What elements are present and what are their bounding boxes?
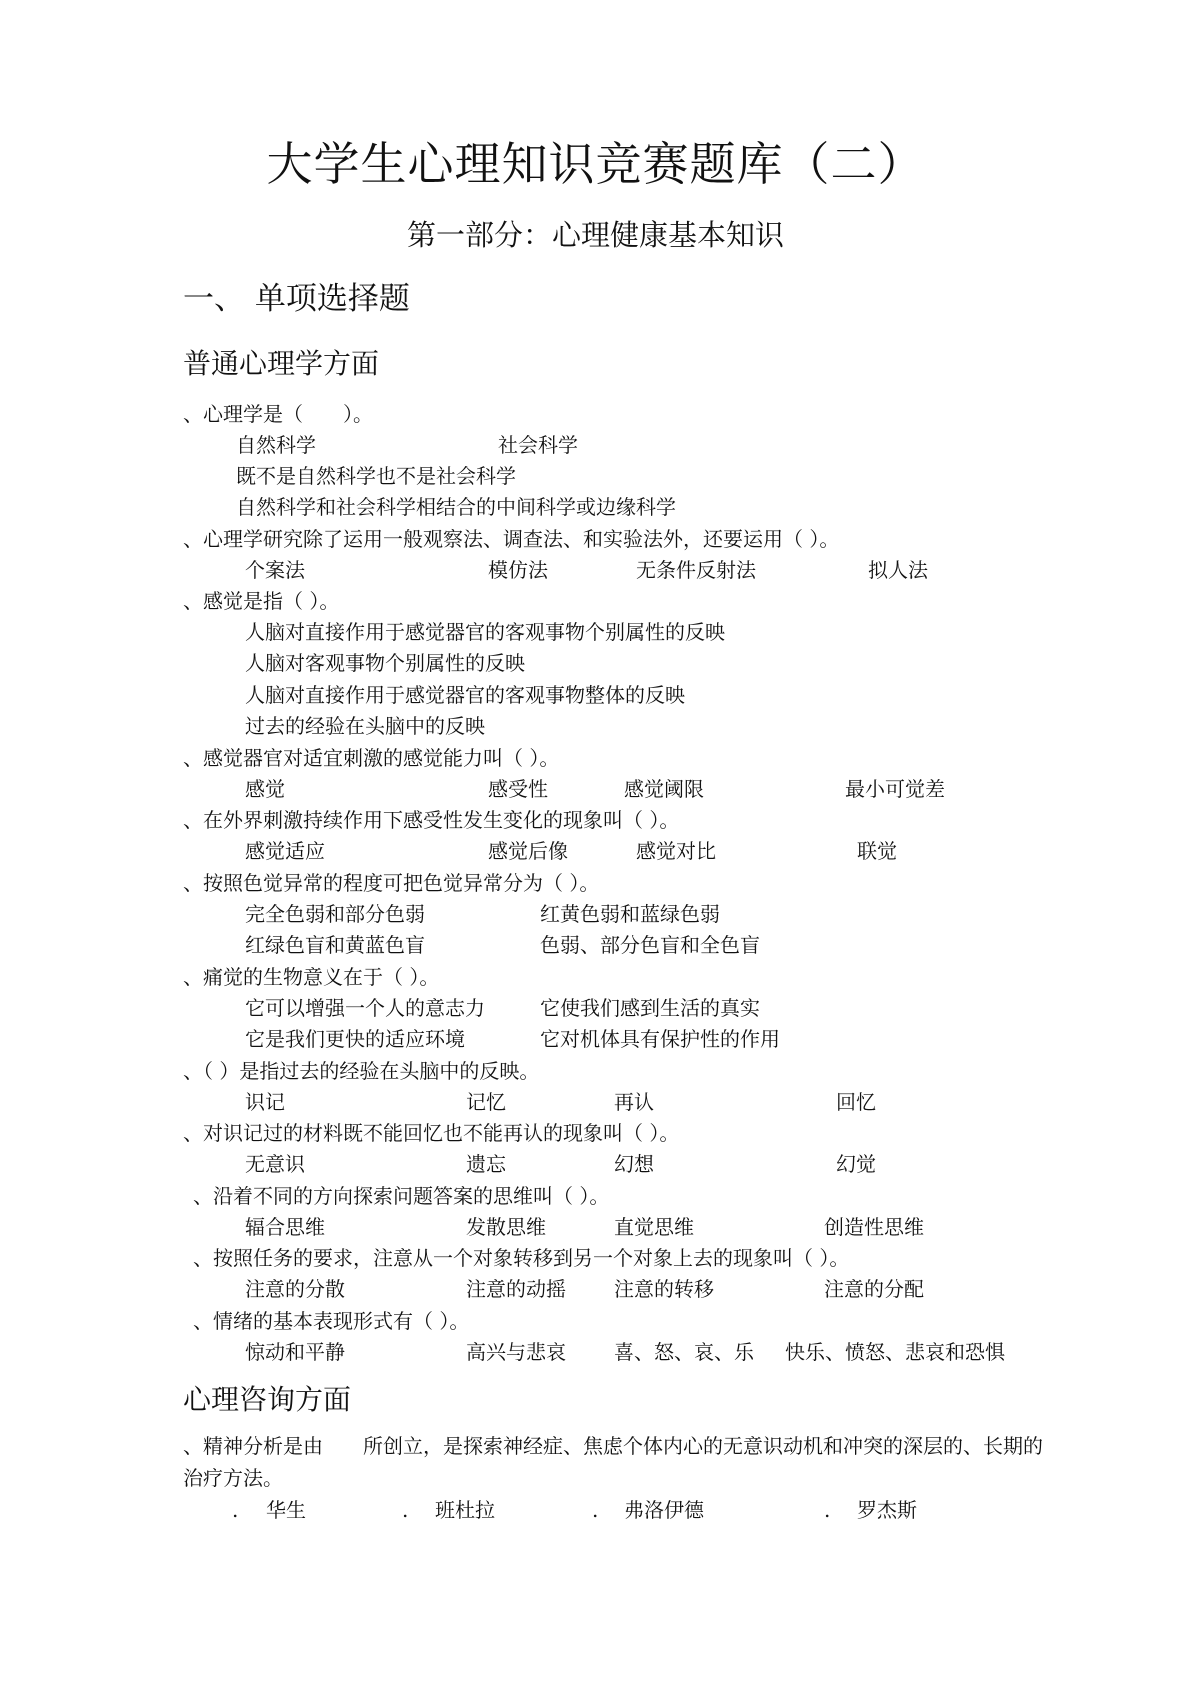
option: 联觉: [857, 839, 897, 863]
option: 注意的分散: [245, 1277, 345, 1301]
option: 快乐、愤怒、悲哀和恐惧: [785, 1340, 1005, 1364]
option: 惊动和平静: [245, 1340, 345, 1364]
question-stem: 、（ ）是指过去的经验在头脑中的反映。: [183, 1059, 540, 1083]
option: 自然科学和社会科学相结合的中间科学或边缘科学: [236, 495, 676, 519]
option: 自然科学: [236, 433, 316, 457]
subsection-heading-general: 普通心理学方面: [183, 347, 380, 380]
question-stem: 、心理学研究除了运用一般观察法、调查法、和实验法外，还要运用（ ）。: [183, 527, 840, 551]
subsection-heading-counseling: 心理咨询方面: [183, 1383, 352, 1416]
option: 完全色弱和部分色弱: [245, 902, 425, 926]
option: 幻觉: [836, 1152, 876, 1176]
option: 再认: [614, 1090, 654, 1114]
option: 感觉: [245, 777, 285, 801]
option: 识记: [245, 1090, 285, 1114]
question-stem: 、痛觉的生物意义在于（ ）。: [183, 965, 440, 989]
question-stem: 、沿着不同的方向探索问题答案的思维叫（ ）。: [193, 1184, 610, 1208]
option: 人脑对直接作用于感觉器官的客观事物整体的反映: [245, 683, 685, 707]
option: 人脑对客观事物个别属性的反映: [245, 651, 525, 675]
option: 直觉思维: [614, 1215, 694, 1239]
question-stem: 、在外界刺激持续作用下感受性发生变化的现象叫（ ）。: [183, 808, 680, 832]
option-marker: .: [232, 1498, 239, 1522]
option: 色弱、部分色盲和全色盲: [540, 933, 760, 957]
option: 记忆: [466, 1090, 506, 1114]
question-stem: 、感觉是指（ ）。: [183, 589, 340, 613]
option: 注意的动摇: [466, 1277, 566, 1301]
option: 感觉对比: [636, 839, 716, 863]
question-stem: 、感觉器官对适宜刺激的感觉能力叫（ ）。: [183, 746, 560, 770]
option: 喜、怒、哀、乐: [614, 1340, 754, 1364]
option: 回忆: [836, 1090, 876, 1114]
option: 创造性思维: [824, 1215, 924, 1239]
question-stem: 、心理学是（ ）。: [183, 402, 373, 426]
option: 模仿法: [488, 558, 548, 582]
option: 社会科学: [498, 433, 578, 457]
option: 无意识: [245, 1152, 305, 1176]
option: 它使我们感到生活的真实: [540, 996, 760, 1020]
option: 过去的经验在头脑中的反映: [245, 714, 485, 738]
option: 罗杰斯: [857, 1498, 917, 1522]
option: 拟人法: [868, 558, 928, 582]
option: 班杜拉: [435, 1498, 495, 1522]
option: 红绿色盲和黄蓝色盲: [245, 933, 425, 957]
option: 既不是自然科学也不是社会科学: [236, 464, 516, 488]
option: 感觉阈限: [624, 777, 704, 801]
option: 注意的转移: [614, 1277, 714, 1301]
option-marker: .: [402, 1498, 409, 1522]
option: 注意的分配: [824, 1277, 924, 1301]
question-stem: 、按照任务的要求，注意从一个对象转移到另一个对象上去的现象叫（ ）。: [193, 1246, 850, 1270]
option: 它是我们更快的适应环境: [245, 1027, 465, 1051]
option: 最小可觉差: [845, 777, 945, 801]
question-stem: 、精神分析是由 所创立，是探索神经症、焦虑个体内心的无意识动机和冲突的深层的、长期的治疗方法。: [183, 1434, 1043, 1490]
option: 个案法: [245, 558, 305, 582]
option: 感受性: [488, 777, 548, 801]
option: 它对机体具有保护性的作用: [540, 1027, 780, 1051]
option: 遗忘: [466, 1152, 506, 1176]
option: 辐合思维: [245, 1215, 325, 1239]
document-title: 大学生心理知识竞赛题库（二）: [266, 137, 925, 191]
question-stem: 、对识记过的材料既不能回忆也不能再认的现象叫（ ）。: [183, 1121, 680, 1145]
option: 发散思维: [466, 1215, 546, 1239]
option: 人脑对直接作用于感觉器官的客观事物个别属性的反映: [245, 620, 725, 644]
document-subtitle: 第一部分：心理健康基本知识: [406, 218, 784, 252]
option: 弗洛伊德: [624, 1498, 704, 1522]
option-marker: .: [824, 1498, 831, 1522]
option: 高兴与悲哀: [466, 1340, 566, 1364]
section-heading: 一、 单项选择题: [183, 281, 410, 317]
option: 无条件反射法: [636, 558, 756, 582]
question-stem: 、情绪的基本表现形式有（ ）。: [193, 1309, 470, 1333]
option: 感觉后像: [488, 839, 568, 863]
option: 幻想: [614, 1152, 654, 1176]
option: 感觉适应: [245, 839, 325, 863]
option-marker: .: [592, 1498, 599, 1522]
option: 红黄色弱和蓝绿色弱: [540, 902, 720, 926]
option: 华生: [266, 1498, 306, 1522]
question-stem: 、按照色觉异常的程度可把色觉异常分为（ ）。: [183, 871, 600, 895]
option: 它可以增强一个人的意志力: [245, 996, 485, 1020]
